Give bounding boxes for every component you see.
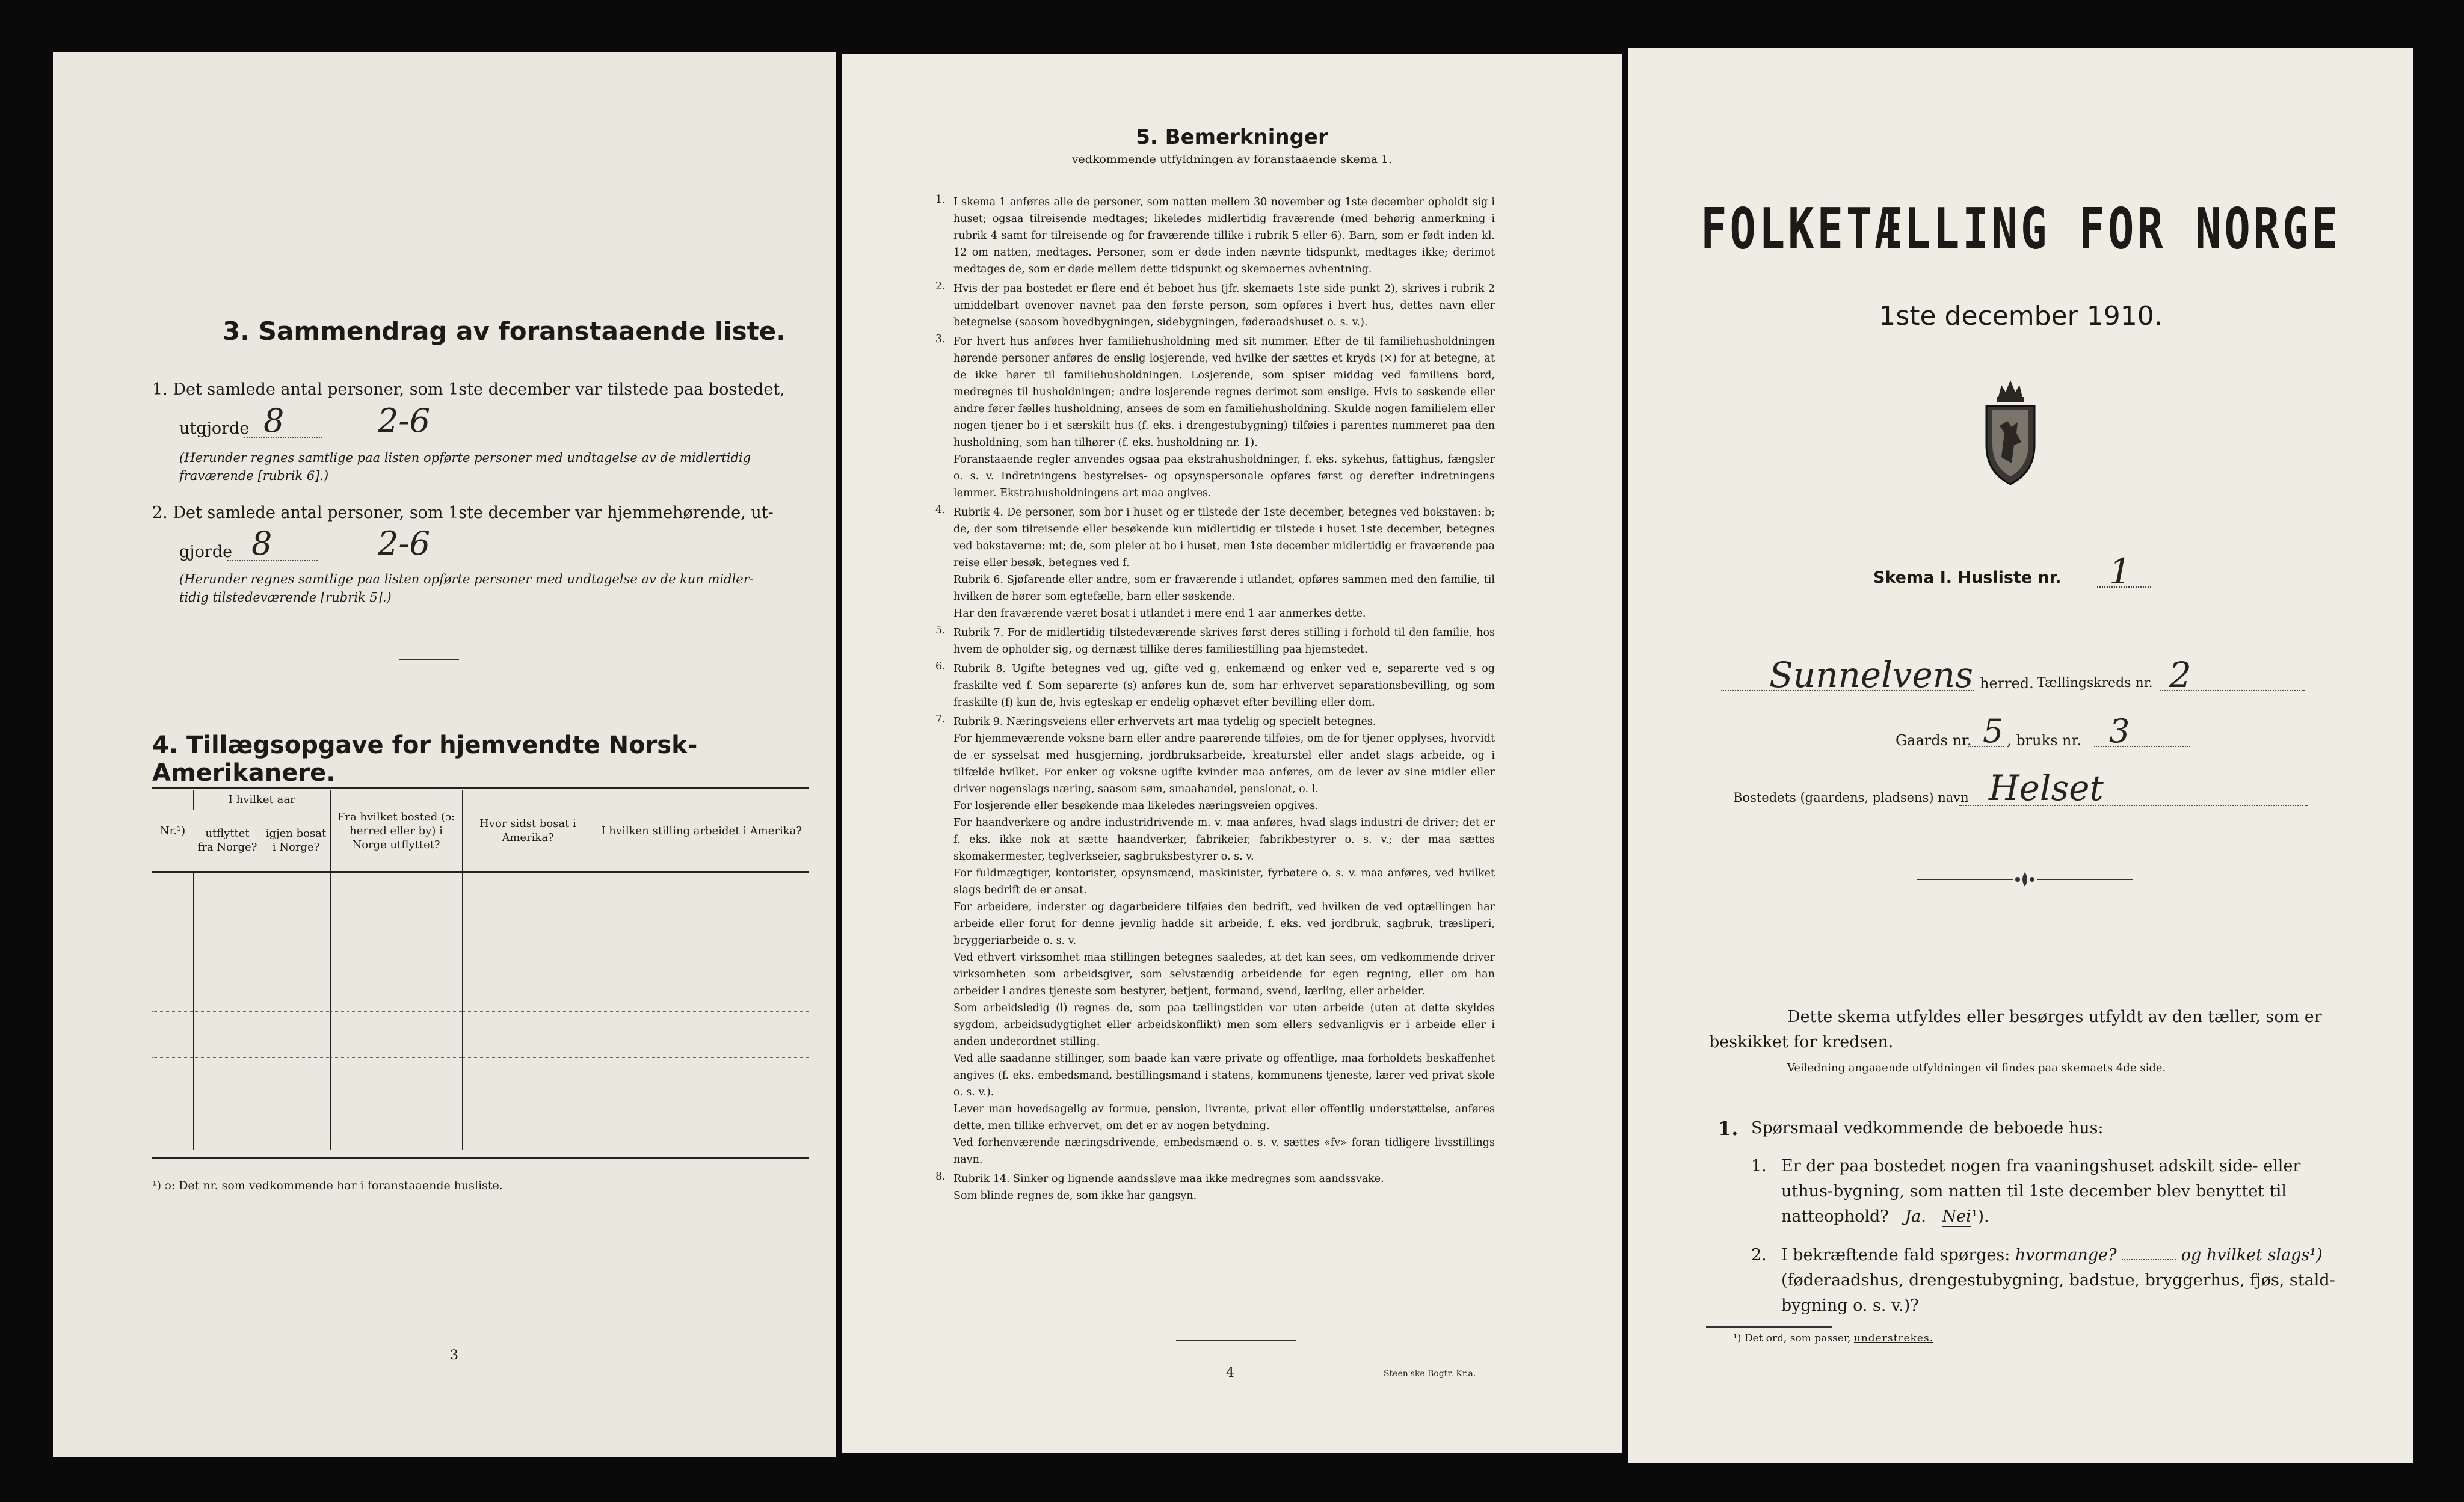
table-row	[152, 919, 809, 965]
remark-text: Hvis der paa bostedet er flere end ét beboet hus (jfr. skemaets 1ste side punkt 2), skrives i rubrik 2 umiddelbart ovenover navnet paa den første person, som opføres i hvert hus, dettes navn eller betegnelse (saasom hovedbygningen, sidebygningen, føderaadshuset o. s. v.).	[953, 283, 1495, 328]
remark-item	[935, 280, 1495, 331]
bruks-hand: 3	[2109, 712, 2130, 750]
guide-note: Veiledning angaaende utfyldningen vil findes paa skemaets 4de side.	[1787, 1062, 2166, 1074]
census-title: FOLKETÆLLING FOR NORGE	[1701, 195, 2341, 262]
col-from-where: Fra hvilket bosted (ɔ: herred eller by) i Norge utflyttet?	[330, 790, 462, 871]
remark-item	[935, 1171, 1495, 1204]
remark-text: I skema 1 anføres alle de personer, som natten mellem 30 november og 1ste december opholdt sig i huset; ogsaa tilreisende medtages; likeledes midlertidig fraværende (med behørig anmerkning i rubrik 4 samt for tilreisende og for fraværende tillike i rubrik 5 eller 6). Barn, som er født inden kl. 12 om natten, medtages. Personer, som er døde inden nævnte tidspunkt, medtages ikke; derimot medtages de, som er døde mellem dette tidspunkt og skemaernes avhentning.	[953, 196, 1495, 275]
question-2-hvilket: og hvilket slags¹)	[2181, 1246, 2323, 1264]
question-2-line3: bygning o. s. v.)?	[1781, 1296, 1919, 1315]
remark-text: Rubrik 4. De personer, som bor i huset og er tilstede der 1ste december, betegnes ved bokstaven: b; de, der som tilreisende eller besøkende kun midlertidig er tilstede i huset 1ste december, betegnes ved bokstaverne: mt; de, som pleier at bo i huset, men 1ste december midlertidig er fraværende paa reise eller besøk, betegnes ved f. Rubrik 6. Sjøfarende eller andre, som er fraværende i utlandet, opføres sammen med den familie, til hvilken de hører som egtefælle, barn eller søskende. Har den fraværende været bosat i utlandet i mere end 1 aar anmerkes dette.	[953, 506, 1495, 620]
section-3-title: 3. Sammendrag av foranstaaende liste.	[223, 316, 786, 346]
q1-note-2: fraværende [rubrik 6].)	[179, 469, 329, 483]
col-last-residence: Hvor sidst bosat i Amerika?	[462, 790, 594, 871]
question-1-number: 1.	[1751, 1157, 1767, 1175]
bosted-hand: Helset	[1989, 768, 2104, 808]
husliste-hand: 1	[2109, 551, 2131, 592]
q1-note-1: (Herunder regnes samtlige paa listen opførte personer med undtagelse av de midlertidig	[179, 451, 751, 465]
bosted-dotline	[1959, 805, 2308, 806]
bruks-label: , bruks nr.	[2007, 732, 2081, 749]
intro-line-1: Dette skema utfyldes eller besørges utfyldt av den tæller, som er	[1787, 1008, 2322, 1026]
remark-item	[935, 504, 1495, 622]
q2-extra-hand: 2-6	[378, 525, 430, 562]
col-occupation: I hvilken stilling arbeidet i Amerika?	[594, 790, 809, 871]
remark-number: 1.	[935, 194, 946, 206]
footnote	[1733, 1332, 1933, 1344]
remark-text: Rubrik 8. Ugifte betegnes ved ug, gifte ved g, enkemænd og enker ved e, separerte ved s og fraskilte ved f. Som separerte (s) anføres kun de, som har erhvervet separationsbevilling, og som fraskilte (f) kun de, hvis egteskap er endelig ophævet efter bevilling eller dom.	[953, 663, 1495, 709]
remark-number: 2.	[935, 280, 946, 292]
q2-label: gjorde	[179, 543, 233, 561]
table-row	[152, 1104, 809, 1151]
remark-text: Rubrik 7. For de midlertidig tilstedeværende skrives først deres stilling i forhold til den familie, hos hvem de opholder sig, og dernæst tillike deres familiestilling paa hjemstedet.	[953, 627, 1495, 656]
col-returned: igjen bosat i Norge?	[262, 810, 330, 871]
q1-extra-hand: 2-6	[378, 402, 430, 440]
question-1-natteophold: natteophold?	[1781, 1207, 1889, 1226]
herred-label: herred.	[1980, 675, 2034, 692]
q2-value-hand: 8	[251, 525, 273, 562]
divider-rule	[399, 659, 459, 660]
answer-nei: Nei	[1942, 1207, 1971, 1226]
footnote-understrekes: understrekes.	[1853, 1332, 1934, 1344]
question-1-line2: uthus-bygning, som natten til 1ste december blev benyttet til	[1781, 1182, 2287, 1201]
question-1-line1: Er der paa bostedet nogen fra vaaningshuset adskilt side- eller	[1781, 1157, 2301, 1175]
remark-item	[935, 194, 1495, 278]
q1-value-hand: 8	[263, 402, 285, 440]
census-date: 1ste december 1910.	[1879, 301, 2163, 331]
answer-sup: ¹).	[1971, 1207, 1989, 1226]
herred-hand: Sunnelvens	[1769, 654, 1973, 695]
table-row	[152, 1058, 809, 1104]
gaards-hand: 5	[1983, 712, 2004, 750]
bruks-dotline	[2094, 746, 2190, 747]
remarks-title: 5. Bemerkninger	[1136, 125, 1328, 149]
page-4-remarks	[842, 54, 1622, 1453]
remark-number: 6.	[935, 660, 946, 673]
norway-coat-of-arms-icon	[1974, 373, 2047, 487]
question-2-line2: (føderaadshus, drengestubygning, badstue, bryggerhus, fjøs, stald-	[1781, 1271, 2335, 1290]
remark-text: For hvert hus anføres hver familiehusholdning med sit nummer. Efter de til familiehusholdningen hørende personer anføres de enslig losjerende, ved hvilke der sættes et kryds (×) for at betegne, at de ikke hører til familiehusholdningen. Losjerende, som spiser middag ved familiens bord, medregnes til husholdningen; andre losjerende regnes derimot som enslige. Hvis to søskende eller andre fører fælles husholdning, ansees de som en familiehusholdning. Skulde nogen familielem eller nogen tjener bo i et særskilt hus (f. eks. i drengestubygning) tilføies i parentes nummeret paa den husholdning, som han tilhører (f. eks. husholdning nr. 1). Foranstaaende regler anvendes ogsaa paa ekstrahusholdninger, f. eks. sykehus, fattighus, fængsler o. s. v. Indretningens bestyrelses- og opsynspersonale opføres først og derefter indretningens lemmer. Ekstrahusholdningens art maa angives.	[953, 336, 1495, 499]
remark-number: 3.	[935, 333, 946, 345]
page-1-cover	[1628, 48, 2413, 1463]
answer-ja: Ja.	[1905, 1207, 1926, 1226]
remark-number: 7.	[935, 713, 946, 725]
q2-note-1: (Herunder regnes samtlige paa listen opførte personer med undtagelse av de kun midler-	[179, 572, 754, 586]
q1-text: 1. Det samlede antal personer, som 1ste december var tilstede paa bostedet,	[152, 380, 785, 399]
remark-text: Rubrik 9. Næringsveiens eller erhvervets art maa tydelig og specielt betegnes. For hjemmeværende voksne barn eller andre paarørende tilføies, om de for tjener opplyses, hvorvidt de er sysselsat med husgjerning, jordbruksarbeide, kreaturstel eller andet slags arbeide, og i tilfælde hvilket. For enker og voksne ugifte kvinder maa anføres, om de lever av sine midler eller driver nogenslags næring, saasom søm, smaahandel, pensionat, o. l. For losjerende eller besøkende maa likeledes næringsveien opgives. For haandverkere og andre industridrivende m. v. maa anføres, hvad slags industri de driver; det er f. eks. ikke nok at sætte haandverker, fabrikeier, fabrikbestyrer o. s. v.; der maa sættes skomakermester, teglverkseier, sagbruksbestyrer o. s. v. For fuldmægtiger, kontorister, opsynsmænd, maskinister, fyrbøtere o. s. v. maa anføres, ved hvilket slags bedrift de er ansat. For arbeidere, inderster og dagarbeidere tilføies den bedrift, ved hvilken de ved optællingen har arbeide eller forut for denne jevnlig hadde sit arbeide, f. eks. ved jordbruk, sagbruk, træsliperi, bryggeriarbeide o. s. v. Ved ethvert virksomhet maa stillingen betegnes saaledes, at det kan sees, om vedkommende driver virksomheten som arbeidsgiver, som selvstændig arbeidende for egen regning, eller om han arbeider i andres tjeneste som bestyrer, betjent, formand, svend, lærling, eller arbeider. Som arbeidsledig (l) regnes de, som paa tællingstiden var uten arbeide (uten at dette skyldes sygdom, arbeidsudygtighet eller arbeidskonflikt) men som ellers sedvanligvis er i arbeide eller i anden underordnet stilling. Ved alle saadanne stillinger, som baade kan være private og offentlige, maa forholdets beskaffenhet angives (f. eks. embedsmand, bestillingsmand i statens, kommunens tjeneste, lærer ved privat skole o. s. v.). Lever man hovedsagelig av formue, pension, livrente, privat eller offentlig understøttelse, anføres dette, men tillike erhvervet, om det er av nogen betydning. Ved forhenværende næringsdrivende, embedsmænd o. s. v. sættes «fv» foran tidligere livsstillings navn.	[953, 716, 1495, 1166]
remark-item	[935, 713, 1495, 1168]
col-emigrated: utflyttet fra Norge?	[197, 827, 257, 854]
q1-label: utgjorde	[179, 419, 250, 438]
remark-number: 4.	[935, 504, 946, 516]
q2-note-2: tidig tilstedeværende [rubrik 5].)	[179, 590, 392, 605]
norsk-amerikaner-table	[152, 790, 809, 1150]
printer-imprint: Steen'ske Bogtr. Kr.a.	[1384, 1369, 1476, 1379]
page-number-3: 3	[450, 1348, 458, 1363]
remark-number: 8.	[935, 1171, 946, 1183]
q2-text: 2. Det samlede antal personer, som 1ste december var hjemmehørende, ut-	[152, 503, 774, 522]
question-1-line3	[1781, 1204, 1989, 1230]
remarks-subtitle: vedkommende utfyldningen av foranstaaende skema 1.	[1071, 153, 1393, 166]
footnote-rule	[1706, 1326, 1832, 1328]
table-row	[152, 965, 809, 1012]
col-group-year: I hvilket aar	[194, 790, 331, 810]
remark-item	[935, 333, 1495, 502]
table-top-rule	[152, 787, 809, 789]
kreds-label: Tællingskreds nr.	[2037, 676, 2153, 691]
q2-dotline	[227, 560, 318, 561]
question-2-line1	[1781, 1243, 2323, 1268]
q-heading: Spørsmaal vedkommende de beboede hus:	[1751, 1119, 2104, 1137]
bosted-label: Bostedets (gaardens, pladsens) navn	[1733, 790, 1969, 805]
remark-item	[935, 660, 1495, 711]
schema-label: Skema I. Husliste nr.	[1873, 568, 2062, 587]
q-heading-number: 1.	[1718, 1117, 1739, 1140]
question-2-number: 2.	[1751, 1246, 1767, 1264]
table-row	[152, 872, 809, 919]
gaards-label: Gaards nr.	[1896, 732, 1972, 749]
kreds-dotline	[2160, 690, 2305, 691]
table-footnote: ¹) ɔ: Det nr. som vedkommende har i foranstaaende husliste.	[152, 1179, 503, 1192]
intro-line-2: beskikket for kredsen.	[1709, 1033, 1894, 1051]
question-2-intro: I bekræftende fald spørges:	[1781, 1246, 2010, 1264]
footer-rule	[1176, 1340, 1296, 1341]
remark-number: 5.	[935, 624, 946, 636]
ornament-divider-icon	[1917, 867, 2133, 891]
kreds-hand: 2	[2169, 654, 2191, 695]
gaards-dotline	[1968, 746, 2004, 747]
remark-item	[935, 624, 1495, 658]
question-2-hvormange: hvormange?	[2015, 1246, 2117, 1264]
table-bottom-rule	[152, 1157, 809, 1159]
section-4-title: 4. Tillægsopgave for hjemvendte Norsk-Amerikanere.	[152, 731, 698, 787]
col-nr: Nr.¹)	[159, 824, 186, 837]
page-3-summary	[53, 52, 836, 1457]
remark-text: Rubrik 14. Sinker og lignende aandssløve maa ikke medregnes som aandssvake. Som blinde regnes de, som ikke har gangsyn.	[953, 1173, 1384, 1202]
page-number-4: 4	[1226, 1365, 1234, 1380]
table-row	[152, 1012, 809, 1058]
footnote-text: ¹) Det ord, som passer,	[1733, 1332, 1851, 1344]
remarks-list	[935, 194, 1495, 1207]
